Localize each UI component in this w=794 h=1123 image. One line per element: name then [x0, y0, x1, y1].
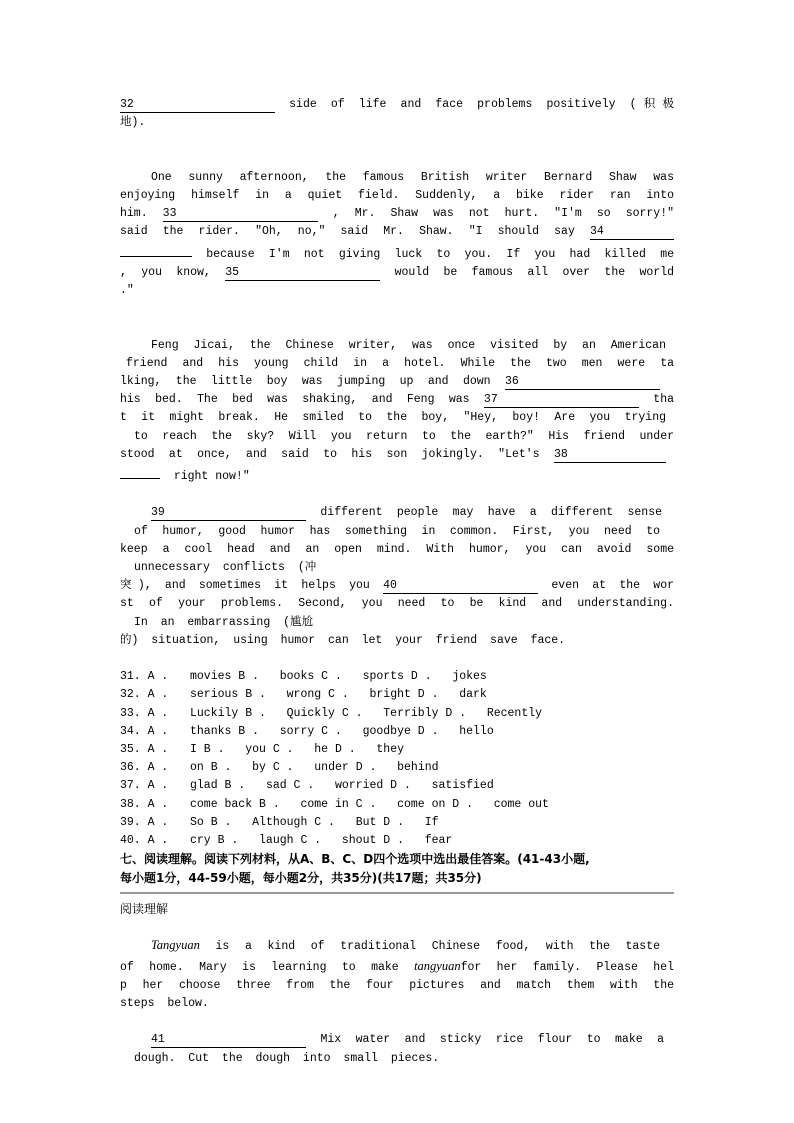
option-row: [120, 759, 674, 777]
blank-32[interactable]: 32: [120, 98, 275, 113]
p1-line1: [120, 96, 674, 114]
blank-41[interactable]: 41: [151, 1033, 306, 1048]
question-number: 37. A .: [120, 779, 169, 793]
text-line: friend and his young child in a hotel. While the two men were ta: [126, 356, 674, 370]
text-line: .": [120, 284, 134, 297]
text-line: dough. Cut the dough into small pieces.: [134, 1051, 440, 1065]
option-choice[interactable]: Luckily B .: [190, 706, 266, 720]
question-number: 32. A .: [120, 688, 169, 702]
option-choice[interactable]: dark: [459, 688, 487, 702]
text-line: Tangyuan is a kind of traditional Chinese food, with the taste: [151, 938, 660, 954]
divider: [120, 892, 674, 894]
blank-36[interactable]: 36: [505, 375, 660, 390]
question-number: 40. A .: [120, 834, 169, 848]
question-number: 34. A .: [120, 724, 169, 738]
text-line: In an embarrassing (尴尬: [134, 615, 314, 629]
question-number: 31. A .: [120, 670, 169, 684]
paragraph-shaw: [120, 169, 674, 300]
option-choice[interactable]: So B .: [190, 815, 232, 829]
blank-39[interactable]: 39: [151, 506, 306, 521]
option-choice[interactable]: he D .: [314, 743, 356, 757]
option-choice[interactable]: on B .: [190, 761, 232, 775]
text-line: of humor, good humor has something in common. First, you need to: [134, 524, 660, 538]
option-row: [120, 796, 674, 814]
text-line: 41 Mix water and sticky rice flour to make a: [151, 1033, 664, 1047]
text-line: t it might break. He smiled to the boy, "Hey, boy! Are you trying: [120, 411, 666, 425]
text-line: 突), and sometimes it helps you 40 even at the wor: [120, 579, 674, 593]
option-choice[interactable]: come out: [493, 797, 549, 811]
option-row: [120, 668, 674, 686]
text-line: Feng Jicai, the Chinese writer, was once visited by an American: [151, 338, 666, 352]
page: [120, 96, 674, 1068]
option-choice[interactable]: wrong C .: [286, 688, 349, 702]
option-row: [120, 723, 674, 741]
option-choice[interactable]: laugh C .: [259, 834, 322, 848]
option-choice[interactable]: But D .: [355, 815, 404, 829]
option-choice[interactable]: cry B .: [190, 834, 239, 848]
text-line: keep a cool head and an open mind. With humor, you can avoid some: [120, 542, 674, 556]
option-choice[interactable]: hello: [459, 724, 494, 738]
text-line: enjoying himself in a quiet field. Suddenly, a bike rider ran into: [120, 188, 674, 202]
question-number: 36. A .: [120, 761, 169, 775]
paragraph-feng: [120, 337, 674, 487]
text-line: One sunny afternoon, the famous British writer Bernard Shaw was: [151, 170, 674, 184]
option-row: [120, 814, 674, 832]
blank-34-cont: [120, 242, 192, 257]
text-line: st of your problems. Second, you need to be kind and understanding.: [120, 597, 674, 611]
text-line: 的) situation, using humor can let your friend save face.: [120, 633, 566, 647]
paragraph-tangyuan: [120, 936, 674, 1013]
question-number: 38. A .: [120, 797, 169, 811]
text-line: because I'm not giving luck to you. If you had killed me: [120, 242, 674, 264]
options-list: [120, 668, 674, 850]
text-line: , you know, 35 would be famous all over the world: [120, 265, 674, 279]
option-choice[interactable]: If: [424, 815, 439, 829]
option-choice[interactable]: they: [376, 743, 405, 757]
option-choice[interactable]: sorry C .: [279, 724, 342, 738]
question-number: 35. A .: [120, 743, 169, 757]
option-row: [120, 705, 674, 723]
option-choice[interactable]: jokes: [452, 670, 487, 684]
option-choice[interactable]: glad B .: [190, 779, 246, 793]
question-number: 39. A .: [120, 815, 169, 829]
option-row: [120, 686, 674, 704]
text-line: his bed. The bed was shaking, and Feng was 37 tha: [120, 393, 674, 407]
option-choice[interactable]: Recently: [486, 706, 543, 720]
option-choice[interactable]: by C .: [252, 761, 294, 775]
option-choice[interactable]: sports D .: [362, 670, 432, 684]
option-row: [120, 832, 674, 850]
text-line: steps below.: [120, 997, 209, 1011]
option-choice[interactable]: movies B .: [190, 670, 260, 684]
blank-33[interactable]: 33: [163, 207, 318, 222]
text-line: right now!": [120, 464, 674, 486]
option-choice[interactable]: sad C .: [265, 779, 315, 793]
option-choice[interactable]: Terribly D .: [383, 706, 467, 720]
option-choice[interactable]: bright D .: [369, 688, 439, 702]
option-choice[interactable]: I B .: [190, 743, 225, 757]
blank-38-cont: [120, 464, 160, 479]
text-line: said the rider. "Oh, no," said Mr. Shaw. "I should say 34: [120, 223, 674, 241]
option-choice[interactable]: come in C .: [300, 797, 377, 811]
p1-text: side of life and face problems positively (积极: [289, 98, 674, 111]
text-line: stood at once, and said to his son jokingly. "Let's 38: [120, 446, 674, 464]
text-line: him. 33 , Mr. Shaw was not hurt. "I'm so sorry!": [120, 207, 674, 221]
paragraph-step: [120, 1031, 674, 1067]
text-line: to reach the sky? Will you return to the earth?" His friend under: [134, 429, 674, 443]
option-choice[interactable]: come on D .: [397, 797, 473, 811]
blank-40[interactable]: 40: [383, 579, 538, 594]
blank-34[interactable]: 34: [590, 225, 674, 240]
section-label: 阅读理解: [120, 902, 169, 917]
option-choice[interactable]: fear: [424, 834, 453, 848]
option-choice[interactable]: Quickly C .: [286, 706, 363, 720]
question-number: 33. A .: [120, 706, 169, 720]
text-line: p her choose three from the four pictures and match them with the: [120, 978, 674, 992]
paragraph-humor: [120, 504, 674, 650]
option-choice[interactable]: shout D .: [341, 834, 404, 848]
option-row: [120, 777, 674, 795]
text-line: 39 different people may have a different sense: [151, 506, 663, 520]
option-choice[interactable]: serious B .: [190, 688, 266, 702]
text-line: of home. Mary is learning to make tangyuanfor her family. Please hel: [120, 958, 674, 974]
option-choice[interactable]: satisfied: [431, 779, 494, 793]
option-choice[interactable]: under D .: [314, 761, 377, 775]
option-choice[interactable]: you C .: [245, 743, 294, 757]
blank-37[interactable]: 37: [484, 393, 639, 408]
option-row: [120, 741, 674, 759]
option-choice[interactable]: thanks B .: [190, 724, 260, 738]
option-choice[interactable]: come back B .: [190, 797, 280, 811]
blank-38[interactable]: 38: [554, 448, 666, 463]
blank-35[interactable]: 35: [225, 266, 380, 281]
text-line: unnecessary conflicts (冲: [134, 561, 317, 574]
option-choice[interactable]: books C .: [279, 670, 342, 684]
section-heading: 七、阅读理解。阅读下列材料，从A、B、C、D四个选项中选出最佳答案。(41-43小题, 每小题1分，44-59小题，每小题2分，共35分)(共17题；共35分): [120, 852, 590, 886]
option-choice[interactable]: worried D .: [334, 779, 411, 793]
text-line: lking, the little boy was jumping up and down 36: [120, 373, 674, 391]
option-choice[interactable]: Although C .: [252, 815, 335, 829]
option-choice[interactable]: behind: [397, 761, 439, 775]
option-choice[interactable]: goodbye D .: [362, 724, 439, 738]
p1-line2: 地).: [120, 116, 146, 130]
